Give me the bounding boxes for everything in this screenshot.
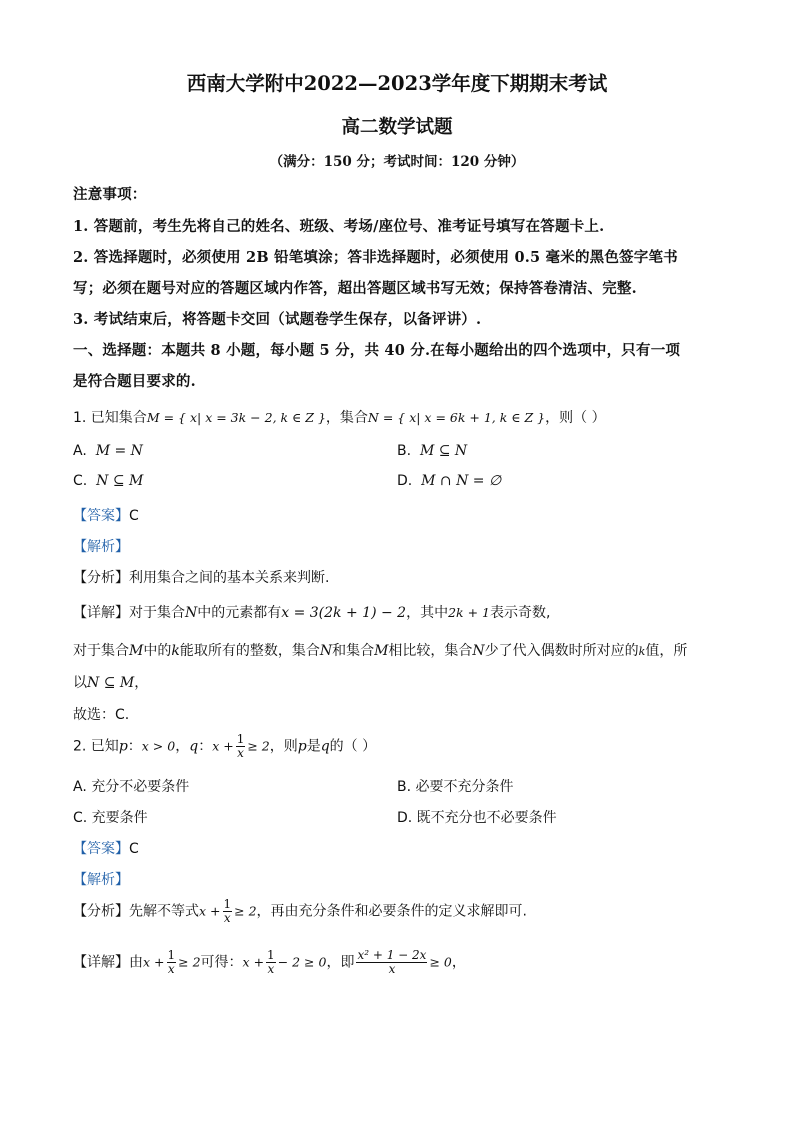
q2-fenxi-tag: 【分析】 [73,903,129,920]
q1-xj3-text-a: 以 [73,675,87,691]
section-1-line-1: 一、选择题：本题共 8 小题，每小题 5 分，共 40 分.在每小题给出的四个选项中，只有一项 [73,342,681,359]
q2-xj-expr3-b: ≥ 0 [429,954,452,970]
q2-option-b: B. 必要不充分条件 [397,779,514,795]
q1-set-m: M = { x| x = 3k − 2, k ∈ Z } [146,410,326,425]
q2-fenxi-fraction-den: x [223,911,231,925]
q1-xiangjie-tag: 【详解】 [73,605,129,621]
q1-xj1-text-c: ，其中 [406,605,449,621]
q2-answer-value: C [129,841,139,857]
q2-xj-fraction-2 [266,949,276,976]
q2-xj-text-b: 可得： [200,954,243,971]
q2-de: 的（ ） [329,738,377,755]
q1-xiangjie-line-3 [73,672,148,692]
q1-option-d [397,473,501,489]
q1-xj2-text-c: 能取所有的整数，集合 [179,643,320,659]
q1-xj2-text-g: 值，所 [645,643,688,659]
q2-xj-text-d: ， [451,954,466,971]
q1-xj2-text-b: 中的 [143,643,172,659]
q1-xj1-expr: x = 3(2k + 1) − 2 [281,605,407,621]
q2-q-expr-b: ≥ 2 [247,738,270,754]
q1-xj2-k2: k [638,645,646,658]
q1-option-c-label: C. [73,473,88,489]
q2-xiangjie [73,949,466,976]
exam-info: （满分：150 分；考试时间：120 分钟） [269,154,525,170]
q2-prefix: 2. 已知 [73,738,119,755]
q1-xj3-text-b: ， [134,675,149,691]
q2-xj-expr1-a: x + [143,954,165,970]
q1-xj2-set-n2: N [472,643,485,659]
q2-fenxi-expr-b: ≥ 2 [234,903,257,919]
q2-xj-expr2-b: − 2 ≥ 0 [277,954,327,970]
q1-option-a-label: A. [73,443,87,459]
q2-xj-expr1-b: ≥ 2 [178,954,201,970]
notes-heading: 注意事项： [73,186,147,203]
q2-xj-fraction-2-num: 1 [267,948,275,962]
q1-xj1-set-n: N [185,605,198,621]
q1-option-b [397,443,467,459]
q1-choose: 故选：C. [73,707,130,723]
q1-xj2-text-d: 和集合 [332,643,375,659]
q2-jiexi-tag: 【解析】 [73,872,129,888]
q2-answer [73,838,139,858]
q2-option-c: C. 充要条件 [73,810,148,826]
q2-fenxi-text-a: 先解不等式 [129,903,199,920]
q1-xiangjie-line-1 [73,602,550,622]
q2-xj-fraction-1 [167,949,177,976]
exam-subject: 高二数学试题 [341,117,453,138]
q2-fenxi-text-b: ，再由充分条件和必要条件的定义求解即可. [256,903,527,920]
q2-xj-expr2-a: x + [242,954,265,970]
q2-xj-fraction-3-den: x [388,962,396,976]
q2-fenxi [73,898,527,925]
q2-fraction-num: 1 [236,732,245,746]
q2-option-d: D. 既不充分也不必要条件 [397,810,557,826]
q1-option-b-text: M ⊆ N [419,443,468,459]
q1-answer-tag: 【答案】 [73,508,129,524]
q1-prefix: 1. 已知集合 [73,410,147,426]
q1-option-c-text: N ⊆ M [96,473,144,489]
q1-xj2-text-f: 少了代入偶数时所对应的 [484,643,639,659]
q1-option-c [73,473,143,489]
q2-q-2: q [320,738,330,755]
notes-item-1: 1. 答题前，考生先将自己的姓名、班级、考场/座位号、准考证号填写在答题卡上. [73,218,605,235]
notes-item-2-line-2: 写；必须在题号对应的答题区域内作答，超出答题区域书写无效；保持答卷清洁、完整. [73,280,637,297]
q1-xj2-set-m: M [129,643,144,659]
q2-then: ，则 [269,738,298,755]
q2-shi: 是 [306,738,321,755]
q1-suffix: ，则（ ） [545,410,606,426]
q2-answer-tag: 【答案】 [73,841,129,857]
q1-xj2-text-a: 对于集合 [73,643,129,659]
q2-q: q [189,738,199,755]
q1-xj2-set-n: N [319,643,333,659]
q1-set-n: N = { x| x = 6k + 1, k ∈ Z } [367,410,546,425]
q2-fenxi-fraction-num: 1 [223,897,232,911]
q1-option-d-text: M ∩ N = ∅ [421,473,502,489]
q2-stem [73,733,376,760]
notes-item-3: 3. 考试结束后，将答题卡交回（试题卷学生保存，以备评讲）. [73,311,482,328]
q1-answer [73,505,139,525]
q1-option-a-text: M = N [95,443,143,459]
q2-fraction [236,733,246,760]
q2-p-expr: x > 0 [141,738,176,754]
q1-fenxi-text: 利用集合之间的基本关系来判断. [129,570,330,586]
section-1-line-2: 是符合题目要求的. [73,373,196,390]
q1-xj2-k: k [171,643,180,659]
q2-xiangjie-tag: 【详解】 [73,954,129,971]
q1-xj1-text-a: 对于集合 [129,605,185,621]
q2-fraction-den: x [237,746,244,760]
q2-fenxi-expr-a: x + [199,903,221,919]
q1-mid: ，集合 [325,410,368,426]
q1-xj1-text-b: 中的元素都有 [197,605,282,621]
q2-xj-fraction-3 [356,949,427,976]
q1-xj2-text-e: 相比较，集合 [388,643,473,659]
q2-colon-2: ： [198,738,213,755]
q2-xj-fraction-2-den: x [267,962,275,976]
q2-xj-fraction-1-num: 1 [167,948,176,962]
q2-xj-text-a: 由 [129,954,143,971]
q2-p-2: p [297,738,307,755]
q2-xj-fraction-3-num: x² + 1 − 2x [357,948,427,962]
notes-item-2-line-1: 2. 答选择题时，必须使用 2B 铅笔填涂；答非选择题时，必须使用 0.5 毫米的黑色签字笔书 [73,249,678,266]
q1-jiexi-tag: 【解析】 [73,539,129,555]
q2-xj-text-c: ，即 [326,954,355,971]
q1-xj1-expr2: 2k + 1 [448,605,490,620]
exam-title: 西南大学附中2022—2023学年度下期期末考试 [186,72,608,95]
q1-xj3-expr: N ⊆ M [87,675,135,691]
q1-xj2-set-m2: M [374,643,389,659]
q2-p: p [118,738,128,755]
q1-stem [73,407,606,427]
q2-comma: ， [175,738,190,755]
q1-option-b-label: B. [397,443,412,459]
q1-xiangjie-line-2 [73,640,687,660]
q2-q-expr-a: x + [212,738,234,754]
q1-option-a [73,443,143,459]
q2-colon-1: ： [127,738,142,755]
q1-fenxi-tag: 【分析】 [73,570,129,586]
q1-fenxi [73,567,329,587]
q2-xj-fraction-1-den: x [167,962,175,976]
q1-option-d-label: D. [397,473,413,489]
q2-fenxi-fraction [223,898,233,925]
q1-xj1-text-d: 表示奇数, [489,605,551,621]
q2-option-a: A. 充分不必要条件 [73,779,190,795]
q1-answer-value: C [129,508,139,524]
